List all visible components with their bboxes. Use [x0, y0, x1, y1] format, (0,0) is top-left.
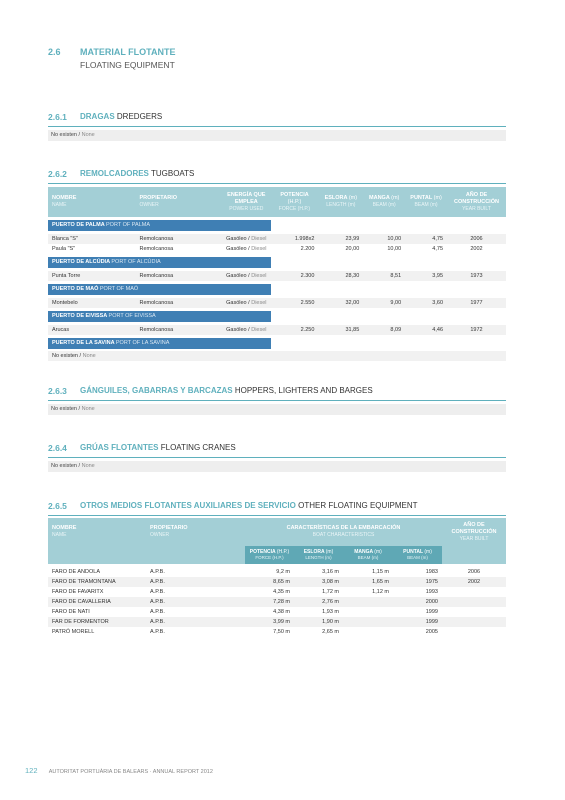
table-row: Montebelo Remolcanosa Gasóleo / Diesel 2.550 32,00 9,00 3,60 1977: [48, 298, 506, 308]
title-es: OTROS MEDIOS FLOTANTES AUXILIARES DE SERVICIO: [80, 501, 296, 510]
col-length: ESLORA (m) LENGTH (m): [318, 187, 363, 217]
other-equipment-table: [48, 518, 506, 637]
col-characteristics: CARACTERÍSTICAS DE LA EMBARCACIÓN BOAT CHARACTERISTICS: [245, 518, 442, 546]
footer-org: AUTORITAT PORTUÀRIA DE BALEARS: [48, 769, 149, 775]
col-name: NOMBRE NAME: [48, 518, 146, 546]
subsection-title: [80, 501, 418, 510]
subsection-title: [80, 443, 236, 452]
col-power: POTENCIA (H.P.) FORCE (H.P.): [245, 546, 294, 564]
port-header: PUERTO DE ALCÚDIA PORT OF ALCÚDIA: [48, 257, 271, 268]
col-beam: MANGA (m) BEAM (m): [363, 187, 405, 217]
divider: [48, 400, 506, 401]
subsection-title: [80, 386, 373, 395]
page-footer: [25, 766, 213, 775]
title-en: FLOATING CRANES: [160, 443, 236, 452]
table-row: FARO DE FAVARITX A.P.B. 4,35 m 1,72 m 1,12 m 1993: [52, 589, 438, 595]
col-owner: PROPIETARIO OWNER: [136, 187, 223, 217]
table-row: Paula "S" Remolcanosa Gasóleo / Diesel 2.200 20,00 10,00 4,75 2002: [52, 246, 483, 252]
col-owner: PROPIETARIO OWNER: [146, 518, 245, 546]
subsection-title: [80, 169, 194, 178]
title-en: DREDGERS: [116, 112, 163, 121]
subsection-number: 2.6.2: [48, 169, 67, 179]
port-header: PUERTO DE PALMA PORT OF PALMA: [48, 220, 271, 231]
subsection-number: 2.6.5: [48, 501, 67, 511]
divider: [48, 457, 506, 458]
title-en: TUGBOATS: [150, 169, 195, 178]
table-row: Arucas Remolcanosa Gasóleo / Diesel 2.250 31,85 8,09 4,46 1972: [48, 325, 506, 335]
section-number: 2.6: [48, 47, 61, 57]
divider: [48, 126, 506, 127]
title-es: GÁNGUILES, GABARRAS Y BARCAZAS: [80, 386, 233, 395]
table-row: FAR DE FORMENTOR A.P.B. 3,99 m 1,90 m 1999: [48, 617, 506, 627]
table-row: FARO DE CAVALLERIA A.P.B. 7,28 m 2,76 m 2000: [48, 597, 506, 607]
table-row: FARO DE ANDOLA A.P.B. 9,2 m 3,16 m 1,15 m 1983 2006: [52, 569, 481, 575]
table-row: PATRÓ MORELL A.P.B. 7,50 m 2,65 m 2005: [52, 629, 438, 635]
col-depth: PUNTAL (m) BEAM (m): [405, 187, 447, 217]
col-length: ESLORA (m) LENGTH (m): [294, 546, 343, 564]
table-row: FARO DE TRAMONTANA A.P.B. 8,65 m 3,08 m 1,65 m 1975 2002: [48, 577, 506, 587]
col-name: NOMBRE NAME: [48, 187, 136, 217]
title-es: REMOLCADORES: [80, 169, 149, 178]
table-row: FARO DE NATI A.P.B. 4,38 m 1,93 m 1999: [52, 609, 438, 615]
section-title: MATERIAL FLOTANTE: [80, 47, 176, 57]
note-en: None: [81, 406, 95, 412]
title-es: GRÚAS FLOTANTES: [80, 443, 159, 452]
footer-report: ANNUAL REPORT 2012: [152, 769, 213, 775]
port-header: PUERTO DE MAÓ PORT OF MAÓ: [48, 284, 271, 295]
note-es: No existen: [51, 463, 77, 469]
col-beam: MANGA (m) BEAM (m): [343, 546, 393, 564]
divider: [48, 183, 506, 184]
note-row: No existen / None: [48, 461, 506, 472]
col-depth: PUNTAL (m) BEAM (m): [393, 546, 442, 564]
note-en: None: [81, 463, 95, 469]
subsection-number: 2.6.4: [48, 443, 67, 453]
title-en: HOPPERS, LIGHTERS AND BARGES: [234, 386, 373, 395]
note-row: No existen / None: [48, 351, 506, 361]
subsection-number: 2.6.1: [48, 112, 67, 122]
subsection-number: 2.6.3: [48, 386, 67, 396]
note-en: None: [81, 132, 95, 138]
title-es: DRAGAS: [80, 112, 115, 121]
page-number: 122: [25, 766, 38, 775]
divider: [48, 515, 506, 516]
note-es: No existen: [51, 406, 77, 412]
subsection-title: [80, 112, 162, 121]
title-en: OTHER FLOATING EQUIPMENT: [298, 501, 418, 510]
col-energy: ENERGÍA QUE EMPLEA POWER USED: [222, 187, 270, 217]
note-row: No existen / None: [48, 130, 506, 141]
table-row: Punta Torre Remolcanosa Gasóleo / Diesel 2.300 28,30 8,51 3,95 1973: [48, 271, 506, 281]
note-es: No existen: [51, 132, 77, 138]
port-header: PUERTO DE LA SAVINA PORT OF LA SAVINA: [48, 338, 271, 349]
port-header: PUERTO DE EIVISSA PORT OF EIVISSA: [48, 311, 271, 322]
col-year: AÑO DE CONSTRUCCIÓN YEAR BUILT: [442, 518, 506, 546]
note-row: No existen / None: [48, 404, 506, 415]
section-subtitle: FLOATING EQUIPMENT: [80, 60, 175, 70]
tugboats-table: [48, 187, 506, 361]
col-power: POTENCIA (H.P.) FORCE (H.P.): [271, 187, 319, 217]
table-row: Blanca "S" Remolcanosa Gasóleo / Diesel 1.998x2 23,99 10,00 4,75 2006: [48, 234, 506, 244]
col-year: AÑO DE CONSTRUCCIÓN YEAR BUILT: [447, 187, 506, 217]
footer-sep: ·: [149, 769, 152, 775]
